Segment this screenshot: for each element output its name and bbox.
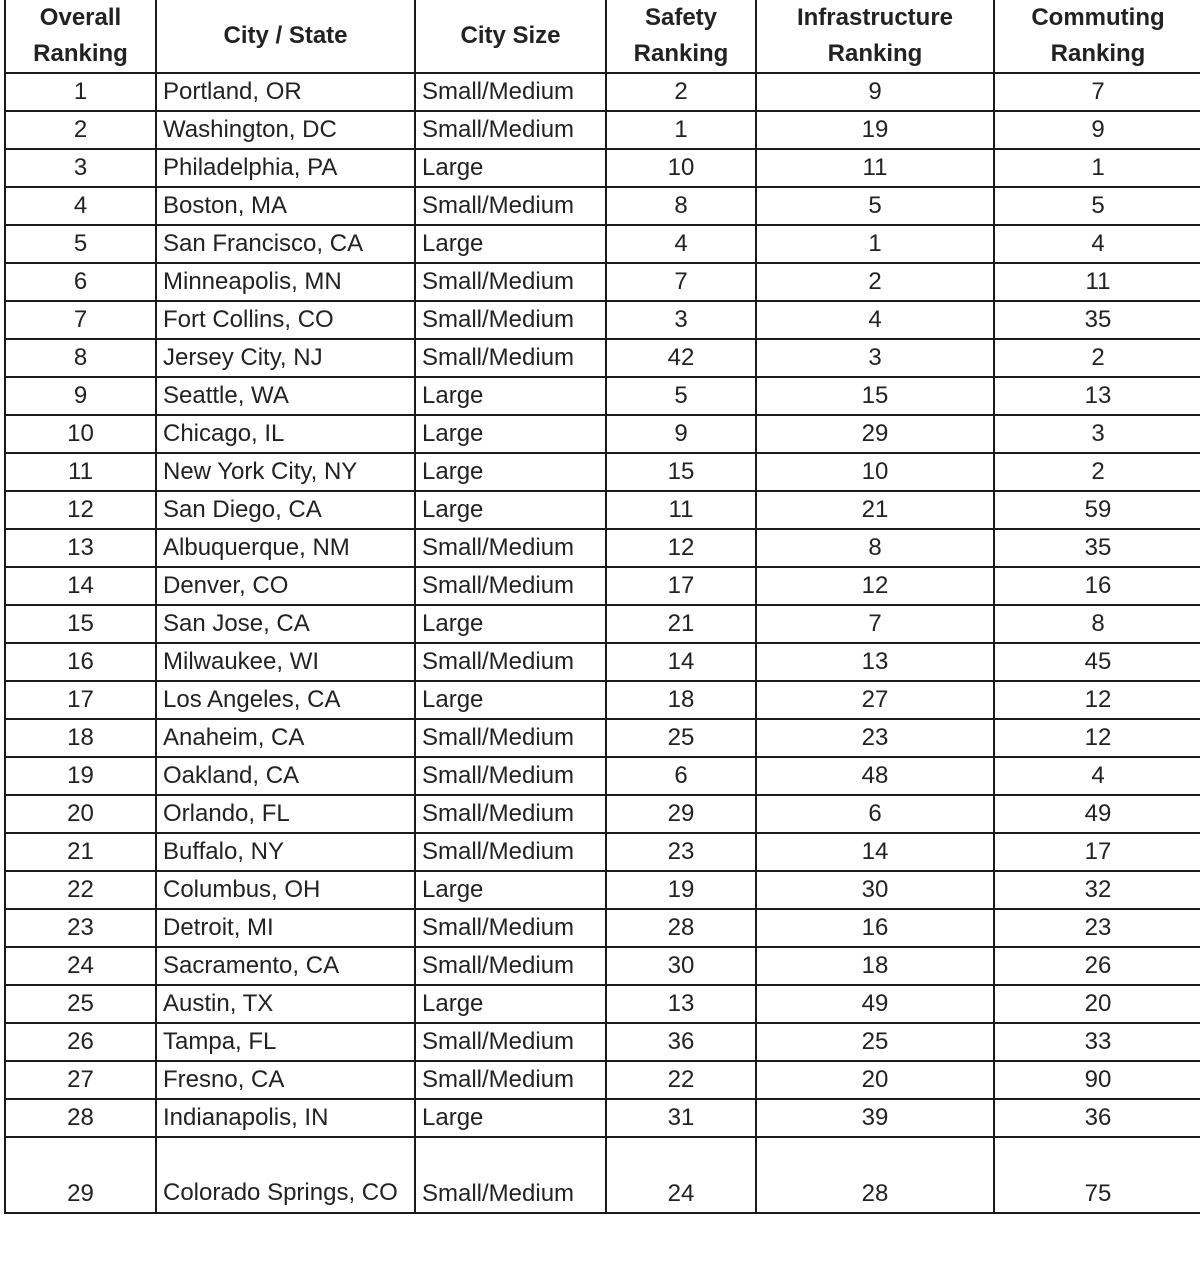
city-size-cell: Large	[415, 491, 606, 529]
city-size-cell: Large	[415, 681, 606, 719]
city-state-cell: Columbus, OH	[156, 871, 415, 909]
commuting-ranking-cell: 45	[994, 643, 1200, 681]
overall-ranking-cell: 17	[5, 681, 156, 719]
overall-ranking-cell: 26	[5, 1023, 156, 1061]
infrastructure-ranking-cell: 9	[756, 73, 994, 111]
city-size-cell: Small/Medium	[415, 73, 606, 111]
safety-ranking-cell: 5	[606, 377, 756, 415]
safety-ranking-cell: 31	[606, 1099, 756, 1137]
commuting-ranking-cell: 9	[994, 111, 1200, 149]
commuting-ranking-cell: 12	[994, 719, 1200, 757]
safety-ranking-cell: 12	[606, 529, 756, 567]
infrastructure-ranking-cell: 29	[756, 415, 994, 453]
table-row	[5, 833, 1200, 871]
header-commuting-ranking: Commuting Ranking	[994, 0, 1200, 73]
safety-ranking-cell: 1	[606, 111, 756, 149]
safety-ranking-cell: 17	[606, 567, 756, 605]
safety-ranking-cell: 15	[606, 453, 756, 491]
city-state-cell: San Diego, CA	[156, 491, 415, 529]
city-state-cell: Boston, MA	[156, 187, 415, 225]
commuting-ranking-cell: 5	[994, 187, 1200, 225]
safety-ranking-cell: 9	[606, 415, 756, 453]
table-row	[5, 643, 1200, 681]
city-size-cell: Large	[415, 415, 606, 453]
infrastructure-ranking-cell: 8	[756, 529, 994, 567]
overall-ranking-cell: 6	[5, 263, 156, 301]
overall-ranking-cell: 15	[5, 605, 156, 643]
city-state-cell: New York City, NY	[156, 453, 415, 491]
safety-ranking-cell: 11	[606, 491, 756, 529]
infrastructure-ranking-cell: 30	[756, 871, 994, 909]
table-row	[5, 605, 1200, 643]
overall-ranking-cell: 5	[5, 225, 156, 263]
overall-ranking-cell: 21	[5, 833, 156, 871]
overall-ranking-cell: 27	[5, 1061, 156, 1099]
safety-ranking-cell: 3	[606, 301, 756, 339]
city-state-cell: Jersey City, NJ	[156, 339, 415, 377]
commuting-ranking-cell: 11	[994, 263, 1200, 301]
commuting-ranking-cell: 23	[994, 909, 1200, 947]
safety-ranking-cell: 4	[606, 225, 756, 263]
commuting-ranking-cell: 3	[994, 415, 1200, 453]
commuting-ranking-cell: 1	[994, 149, 1200, 187]
overall-ranking-cell: 3	[5, 149, 156, 187]
city-size-cell: Small/Medium	[415, 339, 606, 377]
city-state-cell: Philadelphia, PA	[156, 149, 415, 187]
city-state-cell: Los Angeles, CA	[156, 681, 415, 719]
infrastructure-ranking-cell: 20	[756, 1061, 994, 1099]
table-header	[5, 0, 1200, 73]
safety-ranking-cell: 30	[606, 947, 756, 985]
header-city-state: City / State	[156, 0, 415, 73]
city-size-cell: Large	[415, 225, 606, 263]
safety-ranking-cell: 13	[606, 985, 756, 1023]
city-state-cell: Minneapolis, MN	[156, 263, 415, 301]
safety-ranking-cell: 7	[606, 263, 756, 301]
commuting-ranking-cell: 4	[994, 757, 1200, 795]
safety-ranking-cell: 42	[606, 339, 756, 377]
commuting-ranking-cell: 26	[994, 947, 1200, 985]
safety-ranking-cell: 8	[606, 187, 756, 225]
table-row	[5, 225, 1200, 263]
table-row	[5, 1099, 1200, 1137]
city-size-cell: Small/Medium	[415, 719, 606, 757]
city-state-cell: Buffalo, NY	[156, 833, 415, 871]
city-size-cell: Small/Medium	[415, 263, 606, 301]
city-size-cell: Large	[415, 871, 606, 909]
table-row	[5, 73, 1200, 111]
infrastructure-ranking-cell: 28	[756, 1137, 994, 1213]
infrastructure-ranking-cell: 25	[756, 1023, 994, 1061]
table-row	[5, 415, 1200, 453]
infrastructure-ranking-cell: 18	[756, 947, 994, 985]
infrastructure-ranking-cell: 7	[756, 605, 994, 643]
infrastructure-ranking-cell: 2	[756, 263, 994, 301]
city-size-cell: Small/Medium	[415, 947, 606, 985]
city-state-cell: Fresno, CA	[156, 1061, 415, 1099]
header-overall-ranking: Overall Ranking	[5, 0, 156, 73]
safety-ranking-cell: 18	[606, 681, 756, 719]
city-state-cell: Orlando, FL	[156, 795, 415, 833]
city-state-cell: Tampa, FL	[156, 1023, 415, 1061]
commuting-ranking-cell: 17	[994, 833, 1200, 871]
header-city-size: City Size	[415, 0, 606, 73]
table-row	[5, 187, 1200, 225]
table-row	[5, 111, 1200, 149]
overall-ranking-cell: 2	[5, 111, 156, 149]
overall-ranking-cell: 18	[5, 719, 156, 757]
table-row	[5, 149, 1200, 187]
city-state-cell: Milwaukee, WI	[156, 643, 415, 681]
overall-ranking-cell: 28	[5, 1099, 156, 1137]
city-state-cell: Denver, CO	[156, 567, 415, 605]
overall-ranking-cell: 11	[5, 453, 156, 491]
safety-ranking-cell: 24	[606, 1137, 756, 1213]
infrastructure-ranking-cell: 12	[756, 567, 994, 605]
infrastructure-ranking-cell: 10	[756, 453, 994, 491]
table-row	[5, 757, 1200, 795]
city-size-cell: Small/Medium	[415, 529, 606, 567]
overall-ranking-cell: 4	[5, 187, 156, 225]
table-row	[5, 985, 1200, 1023]
table-row	[5, 909, 1200, 947]
overall-ranking-cell: 24	[5, 947, 156, 985]
overall-ranking-cell: 10	[5, 415, 156, 453]
city-size-cell: Small/Medium	[415, 187, 606, 225]
city-size-cell: Small/Medium	[415, 567, 606, 605]
city-state-cell: Portland, OR	[156, 73, 415, 111]
commuting-ranking-cell: 32	[994, 871, 1200, 909]
infrastructure-ranking-cell: 3	[756, 339, 994, 377]
header-infrastructure-ranking: Infrastructure Ranking	[756, 0, 994, 73]
infrastructure-ranking-cell: 19	[756, 111, 994, 149]
table-row	[5, 567, 1200, 605]
table-row	[5, 1137, 1200, 1213]
table-row	[5, 795, 1200, 833]
overall-ranking-cell: 16	[5, 643, 156, 681]
city-size-cell: Small/Medium	[415, 1023, 606, 1061]
commuting-ranking-cell: 7	[994, 73, 1200, 111]
table-row	[5, 339, 1200, 377]
infrastructure-ranking-cell: 5	[756, 187, 994, 225]
table-row	[5, 453, 1200, 491]
commuting-ranking-cell: 2	[994, 453, 1200, 491]
overall-ranking-cell: 8	[5, 339, 156, 377]
infrastructure-ranking-cell: 39	[756, 1099, 994, 1137]
infrastructure-ranking-cell: 48	[756, 757, 994, 795]
commuting-ranking-cell: 59	[994, 491, 1200, 529]
commuting-ranking-cell: 2	[994, 339, 1200, 377]
safety-ranking-cell: 36	[606, 1023, 756, 1061]
city-state-cell: Sacramento, CA	[156, 947, 415, 985]
city-size-cell: Large	[415, 985, 606, 1023]
table-row	[5, 263, 1200, 301]
infrastructure-ranking-cell: 14	[756, 833, 994, 871]
city-size-cell: Small/Medium	[415, 301, 606, 339]
infrastructure-ranking-cell: 11	[756, 149, 994, 187]
safety-ranking-cell: 19	[606, 871, 756, 909]
overall-ranking-cell: 22	[5, 871, 156, 909]
city-state-cell: Austin, TX	[156, 985, 415, 1023]
table-row	[5, 719, 1200, 757]
commuting-ranking-cell: 90	[994, 1061, 1200, 1099]
safety-ranking-cell: 25	[606, 719, 756, 757]
infrastructure-ranking-cell: 16	[756, 909, 994, 947]
commuting-ranking-cell: 35	[994, 301, 1200, 339]
city-size-cell: Small/Medium	[415, 795, 606, 833]
header-safety-ranking: Safety Ranking	[606, 0, 756, 73]
commuting-ranking-cell: 33	[994, 1023, 1200, 1061]
city-size-cell: Large	[415, 605, 606, 643]
table-row	[5, 529, 1200, 567]
infrastructure-ranking-cell: 1	[756, 225, 994, 263]
city-state-cell: Seattle, WA	[156, 377, 415, 415]
infrastructure-ranking-cell: 6	[756, 795, 994, 833]
overall-ranking-cell: 14	[5, 567, 156, 605]
safety-ranking-cell: 2	[606, 73, 756, 111]
table-row	[5, 301, 1200, 339]
overall-ranking-cell: 19	[5, 757, 156, 795]
commuting-ranking-cell: 35	[994, 529, 1200, 567]
infrastructure-ranking-cell: 49	[756, 985, 994, 1023]
safety-ranking-cell: 22	[606, 1061, 756, 1099]
table-row	[5, 871, 1200, 909]
city-size-cell: Large	[415, 453, 606, 491]
table-row	[5, 1023, 1200, 1061]
overall-ranking-cell: 29	[5, 1137, 156, 1213]
commuting-ranking-cell: 13	[994, 377, 1200, 415]
commuting-ranking-cell: 75	[994, 1137, 1200, 1213]
infrastructure-ranking-cell: 15	[756, 377, 994, 415]
city-ranking-table	[4, 0, 1200, 1214]
safety-ranking-cell: 28	[606, 909, 756, 947]
commuting-ranking-cell: 20	[994, 985, 1200, 1023]
overall-ranking-cell: 7	[5, 301, 156, 339]
overall-ranking-cell: 13	[5, 529, 156, 567]
city-size-cell: Small/Medium	[415, 757, 606, 795]
safety-ranking-cell: 23	[606, 833, 756, 871]
commuting-ranking-cell: 4	[994, 225, 1200, 263]
infrastructure-ranking-cell: 23	[756, 719, 994, 757]
overall-ranking-cell: 20	[5, 795, 156, 833]
city-size-cell: Small/Medium	[415, 909, 606, 947]
overall-ranking-cell: 1	[5, 73, 156, 111]
table-row	[5, 947, 1200, 985]
commuting-ranking-cell: 49	[994, 795, 1200, 833]
safety-ranking-cell: 6	[606, 757, 756, 795]
commuting-ranking-cell: 8	[994, 605, 1200, 643]
table-row	[5, 1061, 1200, 1099]
safety-ranking-cell: 14	[606, 643, 756, 681]
table-body	[5, 73, 1200, 1213]
city-size-cell: Large	[415, 149, 606, 187]
overall-ranking-cell: 12	[5, 491, 156, 529]
overall-ranking-cell: 23	[5, 909, 156, 947]
table-row	[5, 377, 1200, 415]
infrastructure-ranking-cell: 27	[756, 681, 994, 719]
infrastructure-ranking-cell: 4	[756, 301, 994, 339]
city-size-cell: Small/Medium	[415, 833, 606, 871]
city-state-cell: Washington, DC	[156, 111, 415, 149]
city-state-cell: Detroit, MI	[156, 909, 415, 947]
header-row	[5, 0, 1200, 73]
overall-ranking-cell: 25	[5, 985, 156, 1023]
city-state-cell: Indianapolis, IN	[156, 1099, 415, 1137]
city-size-cell: Small/Medium	[415, 1137, 606, 1213]
commuting-ranking-cell: 12	[994, 681, 1200, 719]
city-state-cell: Colorado Springs, CO	[156, 1137, 415, 1213]
commuting-ranking-cell: 36	[994, 1099, 1200, 1137]
table-row	[5, 681, 1200, 719]
city-state-cell: Oakland, CA	[156, 757, 415, 795]
city-size-cell: Small/Medium	[415, 111, 606, 149]
city-state-cell: San Jose, CA	[156, 605, 415, 643]
safety-ranking-cell: 10	[606, 149, 756, 187]
table-container	[4, 0, 1200, 1214]
safety-ranking-cell: 21	[606, 605, 756, 643]
city-state-cell: San Francisco, CA	[156, 225, 415, 263]
city-state-cell: Anaheim, CA	[156, 719, 415, 757]
city-state-cell: Albuquerque, NM	[156, 529, 415, 567]
safety-ranking-cell: 29	[606, 795, 756, 833]
city-size-cell: Small/Medium	[415, 1061, 606, 1099]
city-state-cell: Chicago, IL	[156, 415, 415, 453]
infrastructure-ranking-cell: 21	[756, 491, 994, 529]
city-state-cell: Fort Collins, CO	[156, 301, 415, 339]
infrastructure-ranking-cell: 13	[756, 643, 994, 681]
city-size-cell: Small/Medium	[415, 643, 606, 681]
table-row	[5, 491, 1200, 529]
city-size-cell: Large	[415, 1099, 606, 1137]
city-size-cell: Large	[415, 377, 606, 415]
overall-ranking-cell: 9	[5, 377, 156, 415]
commuting-ranking-cell: 16	[994, 567, 1200, 605]
